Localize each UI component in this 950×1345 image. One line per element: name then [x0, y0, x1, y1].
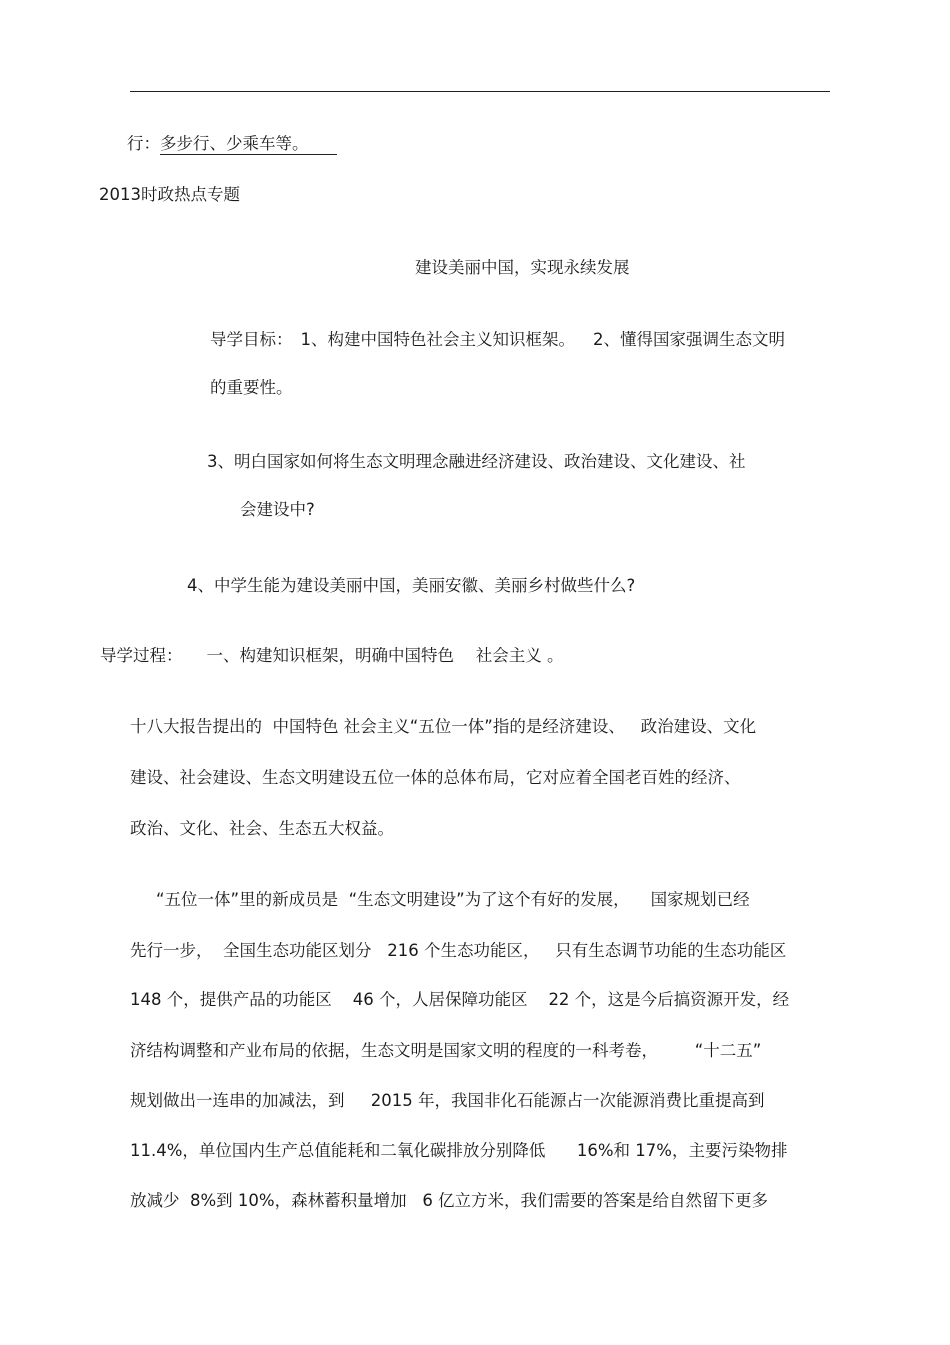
goals-line-1: [210, 329, 785, 351]
para2-line: 规划做出一连串的加减法，到 2015 年，我国非化石能源占一次能源消费比重提高到: [130, 1091, 765, 1110]
document-title: 建设美丽中国，实现永续发展: [415, 258, 630, 277]
process-line: [100, 645, 564, 667]
process-text: 一、构建知识框架，明确中国特色 社会主义 。: [206, 646, 564, 665]
goals-label: 导学目标：: [210, 330, 293, 349]
goal-1: 1、构建中国特色社会主义知识框架。: [300, 330, 575, 349]
process-label: 导学过程：: [100, 646, 183, 665]
carryover-line: [127, 133, 337, 155]
para2-line: 放减少 8%到 10%，森林蓄积量增加 6 亿立方米，我们需要的答案是给自然留下更多: [130, 1191, 769, 1210]
carryover-underlined-text: 多步行、少乘车等。: [160, 134, 337, 155]
goal-3: 3、明白国家如何将生态文明理念融进经济建设、政治建设、文化建设、社: [207, 452, 746, 471]
goal-2-continued: 的重要性。: [210, 378, 293, 397]
goal-2: 2、懂得国家强调生态文明: [593, 330, 785, 349]
carryover-prefix: 行：: [127, 134, 160, 153]
para1-line: 政治、文化、社会、生态五大权益。: [130, 819, 394, 838]
para2-line: 148 个，提供产品的功能区 46 个，人居保障功能区 22 个，这是今后搞资源开发，经: [130, 990, 790, 1009]
para2-line: 11.4%，单位国内生产总值能耗和二氧化碳排放分别降低 16%和 17%，主要污染物排: [130, 1141, 788, 1160]
para2-line: 济结构调整和产业布局的依据，生态文明是国家文明的程度的一科考卷， “十二五”: [130, 1041, 762, 1060]
goal-3-continued: 会建设中?: [240, 500, 315, 519]
goal-4: 4、中学生能为建设美丽中国，美丽安徽、美丽乡村做些什么?: [187, 576, 636, 595]
para1-line: 十八大报告提出的 中国特色 社会主义“五位一体”指的是经济建设、 政治建设、文化: [130, 717, 757, 736]
para2-line: 先行一步， 全国生态功能区划分 216 个生态功能区， 只有生态调节功能的生态功能区: [130, 941, 787, 960]
header-rule: [130, 91, 830, 92]
para1-line: 建设、社会建设、生态文明建设五位一体的总体布局，它对应着全国老百姓的经济、: [130, 768, 741, 787]
series-title: 2013时政热点专题: [99, 185, 240, 204]
para2-line: “五位一体”里的新成员是 “生态文明建设”为了这个有好的发展， 国家规划已经: [156, 890, 750, 909]
